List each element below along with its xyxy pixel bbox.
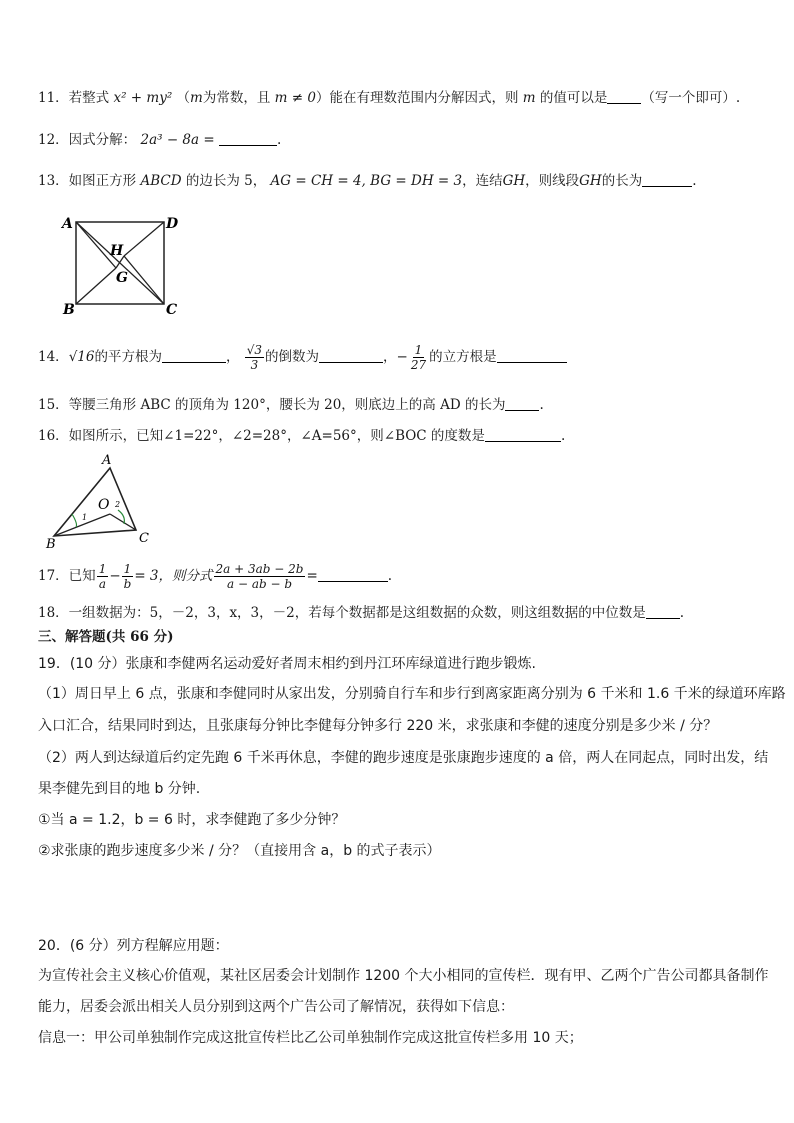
q11-prefix: 11．若整式 xyxy=(38,90,110,106)
q17-f3-num: 2a + 3ab − 2b xyxy=(215,562,304,576)
q13-segment: GH xyxy=(502,173,526,189)
q14-text-3: 的立方根是 xyxy=(429,349,497,365)
q14-blank-2[interactable] xyxy=(319,348,383,363)
q13-text-3: ，则线段 xyxy=(525,173,580,189)
q14-frac-den: 3 xyxy=(250,358,259,372)
q18-tail: . xyxy=(679,605,685,621)
q13-tail: . xyxy=(692,173,697,189)
q20-line-2: 为宣传社会主义核心价值观，某社区居委会计划制作 1200 个大小相同的宣传栏．现有甲、乙两个广告公司都具备制作 xyxy=(38,968,769,984)
label-angle-1: 1 xyxy=(82,513,88,522)
question-11 xyxy=(38,88,764,108)
label-c: C xyxy=(139,531,149,546)
q19-line-2: （1）周日早上 6 点，张康和李健同时从家出发，分别骑自行车和步行到离家距离分别为 6 千米和 1.6 千米的绿道环库路 xyxy=(38,686,786,702)
label-a: A xyxy=(62,216,73,232)
square-figure xyxy=(60,210,190,322)
question-17 xyxy=(38,560,764,592)
question-13 xyxy=(38,171,764,191)
q14-comma: ， xyxy=(225,349,240,365)
q11-answer-blank[interactable] xyxy=(607,89,641,104)
q14-fraction-sqrt3-over-3 xyxy=(245,343,264,372)
angle-1-arc xyxy=(72,514,77,527)
q14-minus: − xyxy=(396,349,408,365)
q11-var-m-2: m xyxy=(522,90,536,106)
triangle-figure xyxy=(44,452,164,552)
question-18 xyxy=(38,603,764,623)
label-a: A xyxy=(102,453,112,468)
q13-condition: AG = CH = 4, BG = DH = 3 xyxy=(270,173,463,189)
q14-prefix: 14． xyxy=(38,349,69,365)
q14-frac2-den: 27 xyxy=(410,358,427,372)
segment-dh xyxy=(124,222,164,256)
q17-fraction-1-over-b xyxy=(122,562,134,591)
q11-condition: m ≠ 0 xyxy=(274,90,316,106)
q16-tail: . xyxy=(560,428,566,444)
q11-text-4: （写一个即可）. xyxy=(641,90,741,106)
q17-fraction-main xyxy=(214,562,306,591)
label-d: D xyxy=(166,216,179,232)
label-angle-2: 2 xyxy=(115,500,121,509)
q11-text: 为常数，且 xyxy=(202,90,271,106)
segment-ch xyxy=(124,256,164,304)
q17-tail: . xyxy=(387,568,393,584)
q14-text: 的平方根为 xyxy=(94,349,162,365)
q15-answer-blank[interactable] xyxy=(505,396,539,411)
q14-blank-1[interactable] xyxy=(162,348,226,363)
q14-frac-num: √3 xyxy=(246,343,263,357)
q17-answer-blank[interactable] xyxy=(318,567,388,582)
q17-minus: − xyxy=(109,568,121,584)
q17-f1-num: 1 xyxy=(98,562,107,576)
q14-text-2: 的倒数为 xyxy=(265,349,320,365)
q17-f3-den: a − ab − b xyxy=(226,577,293,591)
label-h: H xyxy=(110,243,124,259)
question-16 xyxy=(38,426,764,446)
q16-text: 16．如图所示，已知∠1=22°，∠2=28°，∠A=56°，则∠BOC 的度数是 xyxy=(38,428,485,444)
q15-tail: . xyxy=(539,397,544,413)
triangle-abc xyxy=(54,468,136,536)
label-o: O xyxy=(98,497,110,513)
q20-line-3: 能力，居委会派出相关人员分别到这两个广告公司了解情况，获得如下信息： xyxy=(38,999,514,1015)
q19-line-5: 果李健先到目的地 b 分钟. xyxy=(38,781,201,797)
q13-text: 的边长为 5， xyxy=(185,173,267,189)
label-c: C xyxy=(166,302,178,318)
q19-line-7: ②求张康的跑步速度多少米 / 分？（直接用含 a，b 的式子表示） xyxy=(38,843,441,859)
q15-text: 15．等腰三角形 ABC 的顶角为 120°，腰长为 20，则底边上的高 AD 的长为 xyxy=(38,397,506,413)
section-heading: 三、解答题(共 66 分) xyxy=(38,629,174,645)
q13-text-2: ，连结 xyxy=(462,173,503,189)
q14-blank-3[interactable] xyxy=(497,348,567,363)
q11-expression: x² + my² xyxy=(113,90,173,106)
label-g: G xyxy=(116,270,128,286)
q17-fraction-1-over-a xyxy=(97,562,109,591)
q11-var-m: m xyxy=(190,90,203,106)
q17-f2-den: b xyxy=(123,577,132,591)
q12-expression: 2a³ − 8a = xyxy=(140,132,215,148)
q13-segment-2: GH xyxy=(579,173,602,189)
q20-line-4: 信息一：甲公司单独制作完成这批宣传栏比乙公司单独制作完成这批宣传栏多用 10 天； xyxy=(38,1030,583,1046)
label-b: B xyxy=(46,537,56,552)
q13-text-4: 的长为 xyxy=(601,173,643,189)
q19-line-4: （2）两人到达绿道后约定先跑 6 千米再休息，李健的跑步速度是张康跑步速度的 a 倍，两人在同起点，同时出发，结 xyxy=(38,750,769,766)
q13-prefix: 13．如图正方形 xyxy=(38,173,137,189)
q18-answer-blank[interactable] xyxy=(646,604,680,619)
q14-sqrt16: √16 xyxy=(68,349,95,365)
q14-fraction-1-over-27 xyxy=(409,343,428,372)
question-14 xyxy=(38,341,764,373)
q19-line-3: 入口汇合，结果同时到达，且张康每分钟比李健每分钟多行 220 米，求张康和李健的速度分别是多少米 / 分？ xyxy=(38,718,718,734)
q17-f1-den: a xyxy=(98,577,107,591)
q11-paren: （ xyxy=(176,90,191,106)
q19-line-1: 19．(10 分）张康和李健两名运动爱好者周末相约到丹江环库绿道进行跑步锻炼. xyxy=(38,656,536,672)
q13-answer-blank[interactable] xyxy=(642,172,692,187)
label-b: B xyxy=(63,302,75,318)
q12-tail: . xyxy=(276,132,282,148)
q13-square: ABCD xyxy=(140,173,182,189)
q17-equals: = xyxy=(306,568,318,584)
q12-prefix: 12．因式分解： xyxy=(38,132,137,148)
q14-comma-2: ， xyxy=(383,349,397,365)
q11-text-2: ）能在有理数范围内分解因式，则 xyxy=(315,90,519,106)
question-12 xyxy=(38,130,764,150)
q12-answer-blank[interactable] xyxy=(219,131,277,146)
q11-text-3: 的值可以是 xyxy=(539,90,608,106)
question-15 xyxy=(38,395,764,415)
q20-line-1: 20．(6 分）列方程解应用题： xyxy=(38,938,229,954)
q17-prefix: 17．已知 xyxy=(38,568,96,584)
q19-line-6: ①当 a = 1.2，b = 6 时，求李健跑了多少分钟？ xyxy=(38,812,346,828)
q14-frac2-num: 1 xyxy=(414,343,423,357)
segment-bg xyxy=(76,268,116,304)
q17-text: = 3，则分式 xyxy=(134,568,213,584)
q18-text: 18．一组数据为：5，－2，3，x，3，－2，若每个数据都是这组数据的众数，则这组数据的中位数是 xyxy=(38,605,646,621)
q17-f2-num: 1 xyxy=(123,562,132,576)
q16-answer-blank[interactable] xyxy=(485,427,561,442)
